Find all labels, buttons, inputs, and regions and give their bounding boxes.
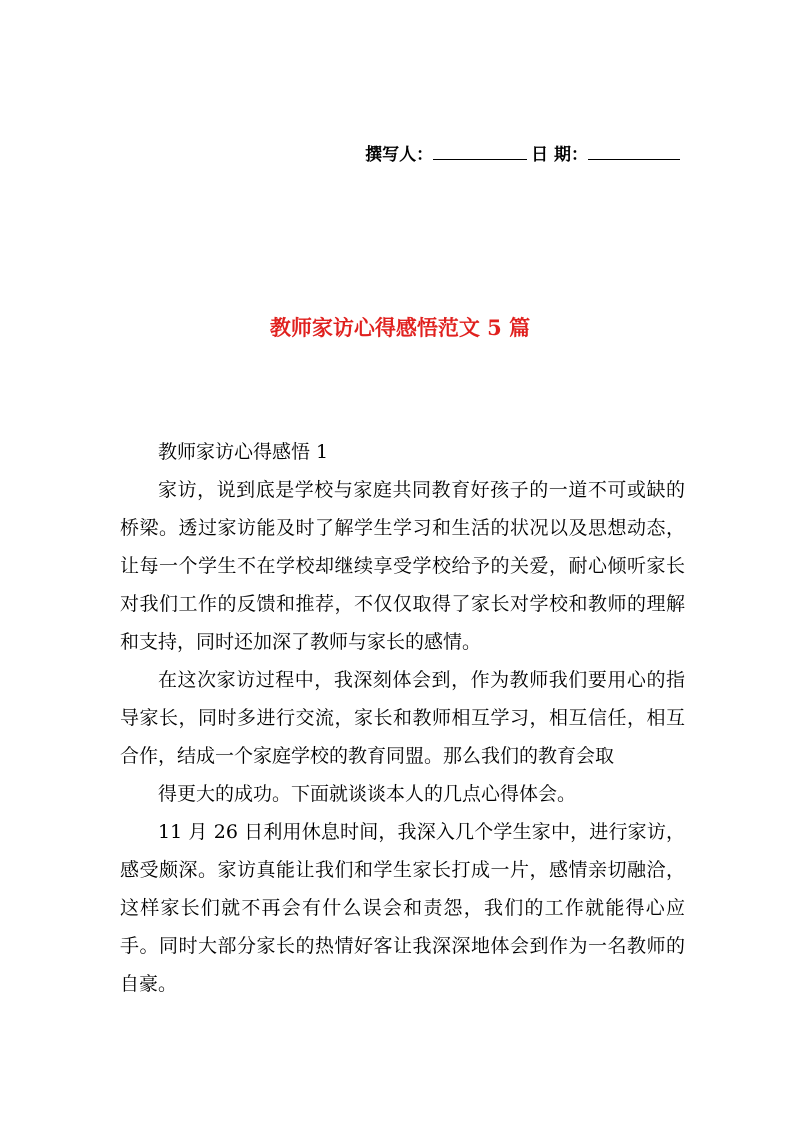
author-blank (433, 143, 527, 160)
paragraph: 11 月 26 日利用休息时间，我深入几个学生家中，进行家访，感受颇深。家访真能让我们和学生家长打成一片，感情亲切融洽，这样家长们就不再会有什么误会和责怨，我们的工作就能得心应手。同时大部分家长的热情好客让我深深地体会到作为一名教师的自豪。 (120, 821, 685, 995)
date-blank (588, 143, 680, 160)
paragraph: 家访，说到底是学校与家庭共同教育好孩子的一道不可或缺的桥梁。透过家访能及时了解学生学习和生活的状况以及思想动态，让每一个学生不在学校却继续享受学校给予的关爱，耐心倾听家长对我们工作的反馈和推荐，不仅仅取得了家长对学校和教师的理解和支持，同时还加深了教师与家长的感情。 (120, 479, 685, 653)
paragraph: 在这次家访过程中，我深刻体会到，作为教师我们要用心的指导家长，同时多进行交流，家长和教师相互学习，相互信任，相互合作，结成一个家庭学校的教育同盟。那么我们的教育会取 (120, 669, 685, 767)
document-body (120, 433, 685, 1003)
document-title: 教师家访心得感悟范文 5 篇 (269, 315, 531, 340)
author-date-line (365, 140, 680, 165)
section-heading: 教师家访心得感悟 1 (158, 441, 329, 463)
author-label: 撰写人： (365, 145, 434, 165)
paragraph: 得更大的成功。下面就谈谈本人的几点心得体会。 (158, 783, 577, 805)
date-label: 日 期： (531, 145, 588, 165)
